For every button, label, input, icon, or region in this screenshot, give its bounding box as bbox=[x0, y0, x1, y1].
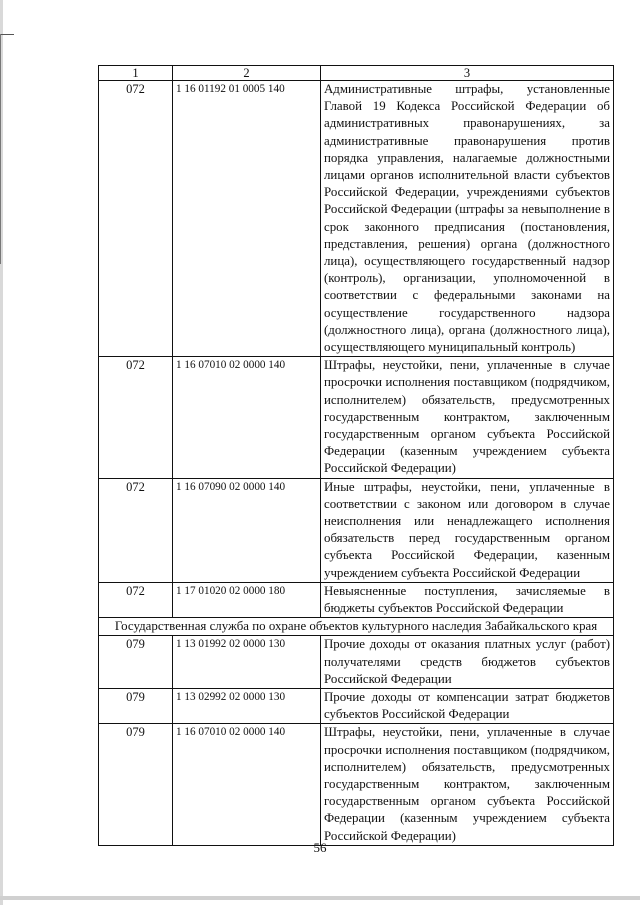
table-row bbox=[99, 582, 614, 617]
column-header-1: 1 bbox=[99, 66, 173, 81]
revenue-code-cell: 1 16 07090 02 0000 140 bbox=[173, 478, 321, 582]
column-header-2: 2 bbox=[173, 66, 321, 81]
admin-code-cell: 072 bbox=[99, 357, 173, 478]
scan-mark bbox=[0, 34, 14, 35]
revenue-code-cell: 1 13 01992 02 0000 130 bbox=[173, 636, 321, 689]
description-cell: Прочие доходы от компенсации затрат бюджетов субъектов Российской Федерации bbox=[321, 688, 614, 723]
table-row bbox=[99, 724, 614, 845]
description-cell: Административные штрафы, установленные Главой 19 Кодекса Российской Федерации об административных правонарушениях, за административные правонарушения против порядка управления, налагаемые должностными лицами органов исполнительной власти субъектов Российской Федерации, учреждениями субъектов Российской Федерации (штрафы за невыполнение в срок законного предписания (постановления, представления, решения) органа (должностного лица), осуществляющего государственный надзор (контроль), организации, уполномоченной в соответствии с федеральными законами на осуществление государственного надзора (должностного лица), органа (должностного лица), осуществляющего муниципальный контроль) bbox=[321, 81, 614, 357]
revenue-code-cell: 1 16 07010 02 0000 140 bbox=[173, 357, 321, 478]
revenue-code-cell: 1 16 07010 02 0000 140 bbox=[173, 724, 321, 845]
table-row bbox=[99, 357, 614, 478]
admin-code-cell: 079 bbox=[99, 724, 173, 845]
scan-bottom-edge bbox=[0, 896, 640, 900]
revenue-code-cell: 1 16 01192 01 0005 140 bbox=[173, 81, 321, 357]
description-cell: Иные штрафы, неустойки, пени, уплаченные в соответствии с законом или договором в случае неисполнения или ненадлежащего исполнения обязательств перед государственным органом субъекта Российской Федерации, казенным учреждением субъекта Российской Федерации bbox=[321, 478, 614, 582]
admin-code-cell: 079 bbox=[99, 688, 173, 723]
revenue-code-cell: 1 17 01020 02 0000 180 bbox=[173, 582, 321, 617]
description-cell: Прочие доходы от оказания платных услуг (работ) получателями средств бюджетов субъектов Российской Федерации bbox=[321, 636, 614, 689]
section-title: Государственная служба по охране объектов культурного наследия Забайкальского края bbox=[99, 618, 614, 636]
table-row bbox=[99, 478, 614, 582]
column-header-3: 3 bbox=[321, 66, 614, 81]
admin-code-cell: 072 bbox=[99, 478, 173, 582]
admin-code-cell: 072 bbox=[99, 81, 173, 357]
description-cell: Штрафы, неустойки, пени, уплаченные в случае просрочки исполнения поставщиком (подрядчиком, исполнителем) обязательств, предусмотренных государственным контрактом, заключенным государственным органом субъекта Российской Федерации (казенным учреждением субъекта Российской Федерации) bbox=[321, 724, 614, 845]
table-row bbox=[99, 81, 614, 357]
admin-code-cell: 079 bbox=[99, 636, 173, 689]
description-cell: Невыясненные поступления, зачисляемые в бюджеты субъектов Российской Федерации bbox=[321, 582, 614, 617]
description-cell: Штрафы, неустойки, пени, уплаченные в случае просрочки исполнения поставщиком (подрядчиком, исполнителем) обязательств, предусмотренных государственным контрактом, заключенным государственным органом субъекта Российской Федерации (казенным учреждением субъекта Российской Федерации) bbox=[321, 357, 614, 478]
page-number: 56 bbox=[313, 840, 327, 855]
table-row bbox=[99, 636, 614, 689]
revenue-code-cell: 1 13 02992 02 0000 130 bbox=[173, 688, 321, 723]
admin-code-cell: 072 bbox=[99, 582, 173, 617]
table-header-row bbox=[99, 66, 614, 81]
revenue-codes-table bbox=[98, 65, 614, 846]
section-header-row bbox=[99, 618, 614, 636]
scan-mark-vertical bbox=[0, 34, 1, 264]
table-row bbox=[99, 688, 614, 723]
